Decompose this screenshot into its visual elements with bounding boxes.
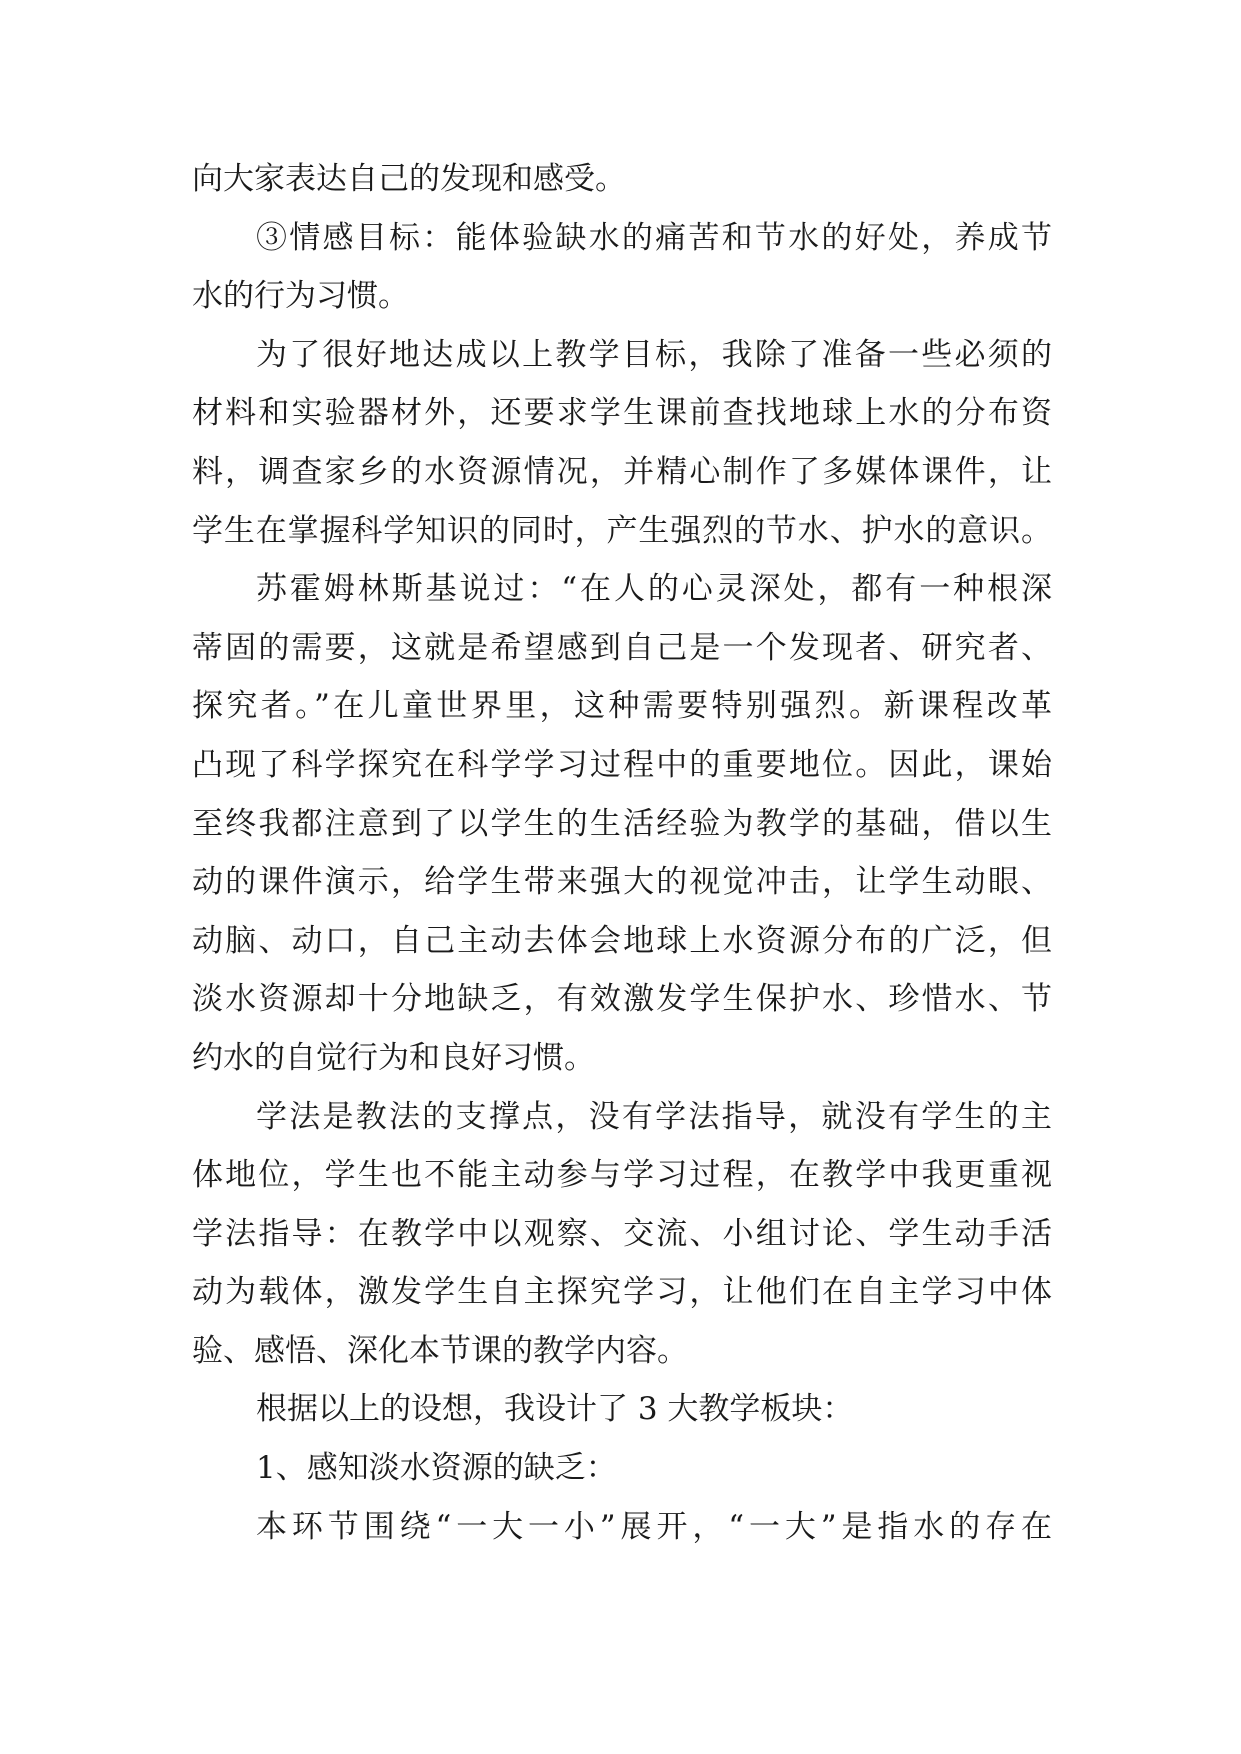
- text-line: 向大家表达自己的发现和感受。: [192, 161, 626, 197]
- text-line: 学法是教法的支撑点，没有学法指导，就没有学生的主: [256, 1098, 1052, 1135]
- text-line: 1、感知淡水资源的缺乏：: [256, 1450, 617, 1487]
- text-line: 探究者。”在儿童世界里，这种需要特别强烈。新课程改革: [192, 688, 1052, 725]
- text-line: 材料和实验器材外，还要求学生课前查找地球上水的分布资: [192, 395, 1052, 432]
- text-line: 动脑、动口，自己主动去体会地球上水资源分布的广泛，但: [192, 922, 1052, 959]
- text-line: 根据以上的设想，我设计了 3 大教学板块：: [256, 1391, 854, 1428]
- text-line: 验、感悟、深化本节课的教学内容。: [192, 1332, 688, 1369]
- text-line: 学法指导：在教学中以观察、交流、小组讨论、学生动手活: [192, 1215, 1052, 1252]
- text-line: 蒂固的需要，这就是希望感到自己是一个发现者、研究者、: [192, 629, 1052, 666]
- body-text: [192, 150, 1052, 1556]
- text-line: 学生在掌握科学知识的同时，产生强烈的节水、护水的意识。: [192, 512, 1052, 549]
- text-line: 水的行为习惯。: [192, 278, 409, 315]
- text-line: 动为载体，激发学生自主探究学习，让他们在自主学习中体: [192, 1274, 1052, 1311]
- text-line: ③情感目标：能体验缺水的痛苦和节水的好处，养成节: [256, 219, 1052, 256]
- text-line: 约水的自觉行为和良好习惯。: [192, 1039, 595, 1076]
- text-line: 至终我都注意到了以学生的生活经验为教学的基础，借以生: [192, 805, 1052, 842]
- text-line: 为了很好地达成以上教学目标，我除了准备一些必须的: [256, 336, 1052, 373]
- text-line: 料，调查家乡的水资源情况，并精心制作了多媒体课件，让: [192, 453, 1052, 490]
- text-line: 淡水资源却十分地缺乏，有效激发学生保护水、珍惜水、节: [192, 981, 1052, 1018]
- text-line: 体地位，学生也不能主动参与学习过程，在教学中我更重视: [192, 1157, 1052, 1194]
- text-line: 动的课件演示，给学生带来强大的视觉冲击，让学生动眼、: [192, 864, 1052, 901]
- text-line: 凸现了科学探究在科学学习过程中的重要地位。因此，课始: [192, 746, 1052, 783]
- text-line: 本环节围绕“一大一小”展开，“一大”是指水的存在: [256, 1508, 1052, 1545]
- text-line: 苏霍姆林斯基说过：“在人的心灵深处，都有一种根深: [256, 571, 1052, 608]
